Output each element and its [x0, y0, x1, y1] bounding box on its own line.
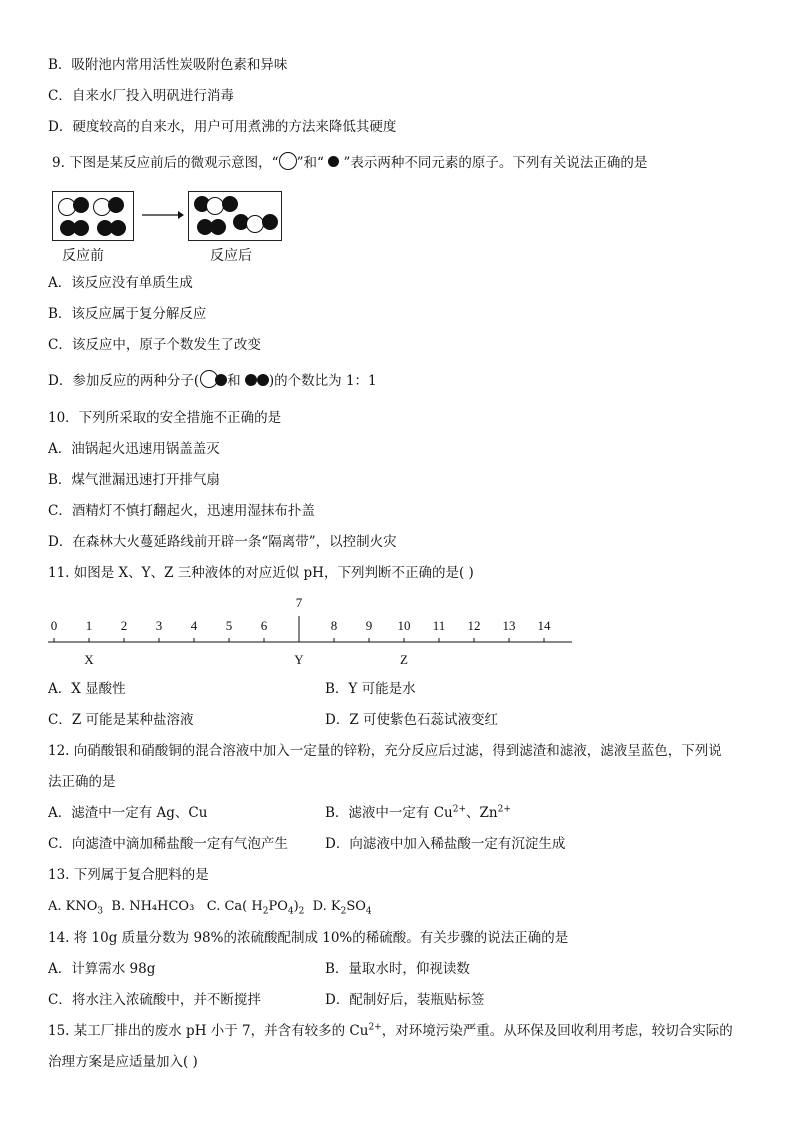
q8-option-d: D．硬度较高的自来水，用户可用煮沸的方法来降低其硬度	[48, 119, 397, 135]
ph-tick-label-5: 5	[225, 618, 233, 633]
black-atom-icon	[73, 220, 89, 236]
q13-option-c-sub2: 4	[287, 906, 294, 917]
q12-stem-line1: 12. 向硝酸银和硝酸铜的混合溶液中加入一定量的锌粉，充分反应后过滤，得到滤渣和滤液，滤液呈蓝色，下列说	[48, 743, 722, 759]
q13-option-a-text: A. KNO	[48, 899, 98, 914]
black-atom-icon	[210, 219, 226, 235]
q15-stem-charge: 2+	[368, 1022, 382, 1033]
q15-stem-text2: ，对环境污染严重。从环保及回收利用考虑，较切合实际的	[381, 1023, 733, 1039]
q10-stem: 10．下列所采取的安全措施不正确的是	[48, 410, 282, 426]
q10-option-d: D．在森林大火蔓延路线前开辟一条“隔离带”，以控制火灾	[48, 534, 397, 550]
q14-option-d: D．配制好后，装瓶贴标签	[325, 992, 485, 1008]
q9-stem-part1: 9. 下图是某反应前后的微观示意图，“	[52, 155, 279, 171]
q12-stem-line2: 法正确的是	[48, 774, 116, 790]
ph-marker-y: Y	[294, 652, 304, 667]
ph-tick-label-7: 7	[295, 595, 303, 610]
after-reaction-box	[188, 191, 282, 241]
q9-option-d-part1: D．参加反应的两种分子(	[48, 373, 200, 389]
ph-tick-label-11: 11	[432, 618, 446, 633]
q12-option-b-charge1: 2+	[452, 804, 467, 815]
black-atom-icon	[215, 374, 227, 386]
q9-option-b: B．该反应属于复分解反应	[48, 306, 207, 322]
q14-option-a: A．计算需水 98g	[48, 961, 156, 977]
q13-option-d-sub2: 4	[365, 906, 372, 917]
q12-option-d: D．向滤液中加入稀盐酸一定有沉淀生成	[325, 836, 566, 852]
black-atom-icon	[257, 374, 269, 386]
black-atom-icon	[110, 220, 126, 236]
q13-option-c-text1: C. Ca( H	[206, 899, 263, 914]
q8-option-c: C．自来水厂投入明矾进行消毒	[48, 88, 234, 104]
q10-option-a: A．油锅起火迅速用锅盖盖灭	[48, 441, 220, 457]
q11-option-a: A．X 显酸性	[48, 681, 126, 697]
black-atom-icon	[222, 196, 238, 212]
q13-option-c-text2: PO	[268, 899, 288, 914]
q11-option-b: B．Y 可能是水	[325, 681, 416, 697]
ph-scale	[44, 590, 584, 670]
ph-tick-label-3: 3	[155, 618, 163, 633]
q13-option-d-text1: D. K	[312, 899, 341, 914]
black-atom-icon	[262, 214, 278, 230]
q13-option-a-sub: 3	[97, 906, 104, 917]
ph-tick-label-8: 8	[330, 618, 338, 633]
q15-stem-text1: 15. 某工厂排出的废水 pH 小于 7，并含有较多的 Cu	[48, 1023, 369, 1039]
q14-stem: 14. 将 10g 质量分数为 98%的浓硫酸配制成 10%的稀硫酸。有关步骤的说法正确的是	[48, 930, 569, 946]
ph-tick-label-2: 2	[120, 618, 128, 633]
ph-tick-label-6: 6	[260, 618, 268, 633]
ph-marker-x: X	[84, 652, 94, 667]
q13-option-d	[312, 899, 372, 917]
q13-option-c	[206, 899, 305, 917]
q13-stem: 13. 下列属于复合肥料的是	[48, 867, 209, 883]
black-atom-icon	[73, 197, 89, 213]
q12-option-b-text2: 、Zn	[466, 805, 498, 821]
white-atom-icon	[279, 152, 297, 170]
q13-option-a	[48, 899, 104, 917]
ph-tick-label-10: 10	[397, 618, 411, 633]
q12-option-b-charge2: 2+	[497, 804, 511, 815]
q9-option-d-part2: 和	[227, 373, 241, 389]
q9-stem-part2: ”和“	[296, 155, 329, 171]
ph-tick-label-13: 13	[502, 618, 516, 633]
before-reaction-box	[52, 191, 134, 241]
ph-tick-label-0: 0	[50, 618, 58, 633]
q13-option-c-sub3: 2	[298, 906, 305, 917]
q12-option-a: A．滤渣中一定有 Ag、Cu	[48, 805, 208, 821]
ph-tick-label-14: 14	[537, 618, 551, 633]
black-atom-icon	[245, 374, 257, 386]
black-atom-icon	[328, 156, 339, 167]
caption-after: 反应后	[210, 248, 252, 264]
ph-tick-label-4: 4	[190, 618, 198, 633]
q9-option-c: C．该反应中，原子个数发生了改变	[48, 337, 261, 353]
ph-marker-z: Z	[400, 652, 408, 667]
reaction-arrow-icon	[140, 209, 184, 221]
q13-options	[48, 897, 372, 917]
ph-tick-label-12: 12	[467, 618, 481, 633]
q14-option-c: C．将水注入浓硫酸中，并不断搅拌	[48, 992, 261, 1008]
q9-stem-part3: ”表示两种不同元素的原子。下列有关说法正确的是	[339, 155, 648, 171]
q9-stem	[52, 152, 647, 173]
q11-stem: 11. 如图是 X、Y、Z 三种液体的对应近似 pH，下列判断不正确的是( )	[48, 565, 474, 581]
q10-option-c: C．酒精灯不慎打翻起火，迅速用湿抹布扑盖	[48, 503, 315, 519]
q9-option-d	[48, 370, 377, 391]
q15-stem-line1	[48, 1021, 733, 1041]
q13-option-d-text2: SO	[346, 899, 366, 914]
q9-option-a: A．该反应没有单质生成	[48, 275, 193, 291]
q12-option-c: C．向滤渣中滴加稀盐酸一定有气泡产生	[48, 836, 288, 852]
q13-option-d-sub1: 2	[340, 906, 347, 917]
q12-option-b-text1: B．滤液中一定有 Cu	[325, 805, 453, 821]
q10-option-b: B．煤气泄漏迅速打开排气扇	[48, 472, 220, 488]
q11-option-d: D．Z 可使紫色石蕊试液变红	[325, 712, 498, 728]
q11-option-c: C．Z 可能是某种盐溶液	[48, 712, 194, 728]
q9-option-d-part3: )的个数比为 1：1	[268, 373, 377, 389]
q13-option-c-text3: )	[293, 899, 299, 914]
q8-option-b: B．吸附池内常用活性炭吸附色素和异味	[48, 57, 288, 73]
ph-tick-label-9: 9	[365, 618, 373, 633]
q12-option-b	[325, 803, 511, 823]
q14-option-b: B．量取水时，仰视读数	[325, 961, 470, 977]
q15-stem-line2: 治理方案是应适量加入( )	[48, 1054, 198, 1070]
q13-option-b: B. NH₄HCO₃	[111, 899, 195, 914]
black-atom-icon	[108, 197, 124, 213]
ph-tick-label-1: 1	[85, 618, 93, 633]
caption-before: 反应前	[62, 248, 104, 264]
q13-option-c-sub1: 2	[262, 906, 269, 917]
